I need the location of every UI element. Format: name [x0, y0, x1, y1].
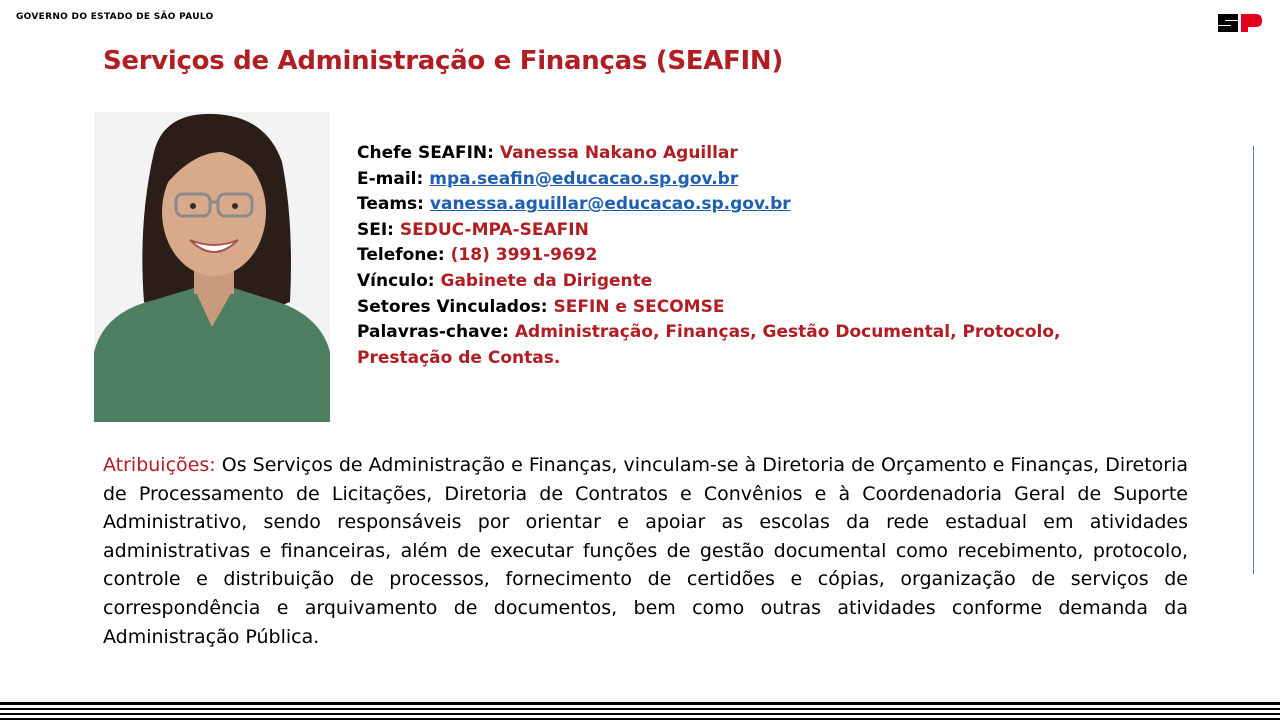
- vinculo-row: [357, 269, 1157, 295]
- setores-row: [357, 295, 1157, 321]
- sei-row: [357, 218, 1157, 244]
- telefone-value: (18) 3991-9692: [450, 245, 598, 266]
- sp-logo-icon: [1216, 12, 1264, 34]
- vinculo-label: Vínculo:: [357, 270, 435, 291]
- setores-value: SEFIN e SECOMSE: [553, 296, 725, 317]
- atribuicoes-paragraph: [103, 451, 1188, 651]
- atribuicoes-label: Atribuições:: [103, 454, 216, 476]
- telefone-row: [357, 243, 1157, 269]
- teams-link[interactable]: vanessa.aguillar@educacao.sp.gov.br: [429, 194, 791, 215]
- chefe-row: [357, 141, 1157, 167]
- teams-row: [357, 192, 1157, 218]
- chefe-label: Chefe SEAFIN:: [357, 143, 494, 163]
- government-header: GOVERNO DO ESTADO DE SÃO PAULO: [16, 12, 214, 22]
- palavras-label: Palavras-chave:: [357, 322, 509, 343]
- email-row: [357, 167, 1157, 193]
- email-link[interactable]: mpa.seafin@educacao.sp.gov.br: [429, 168, 739, 189]
- contact-info: [357, 141, 1157, 371]
- vinculo-value: Gabinete da Dirigente: [440, 270, 653, 291]
- page-title: Serviços de Administração e Finanças (SEAFIN): [103, 46, 783, 76]
- email-label: E-mail:: [357, 168, 424, 189]
- atribuicoes-text: Os Serviços de Administração e Finanças, vinculam-se à Diretoria de Orçamento e Finanças, Diretoria de Processamento de Licitações, Diretoria de Contratos e Convênios e à Coordenadoria Geral de Suporte Administrativo, sendo responsáveis por orientar e apoiar as escolas da rede estadual em atividades administrativas e financeiras, além de executar funções de gestão documental como recebimento, protocolo, controle e distribuição de processos, fornecimento de certidões e cópias, organização de serviços de correspondência e arquivamento de documentos, bem como outras atividades conforme demanda da Administração Pública.: [103, 454, 1189, 648]
- chefe-value: Vanessa Nakano Aguillar: [499, 143, 738, 163]
- footer-stripes: [0, 700, 1280, 720]
- sei-value: SEDUC-MPA-SEAFIN: [399, 219, 589, 240]
- teams-label: Teams:: [357, 194, 424, 215]
- palavras-value: Administração, Finanças, Gestão Documental, Protocolo, Prestação de Contas.: [357, 322, 1061, 368]
- telefone-label: Telefone:: [357, 245, 445, 266]
- sei-label: SEI:: [357, 219, 394, 240]
- setores-label: Setores Vinculados:: [357, 296, 548, 317]
- vertical-divider: [1253, 146, 1254, 574]
- person-photo-icon: [94, 112, 330, 422]
- palavras-row: [357, 320, 1157, 371]
